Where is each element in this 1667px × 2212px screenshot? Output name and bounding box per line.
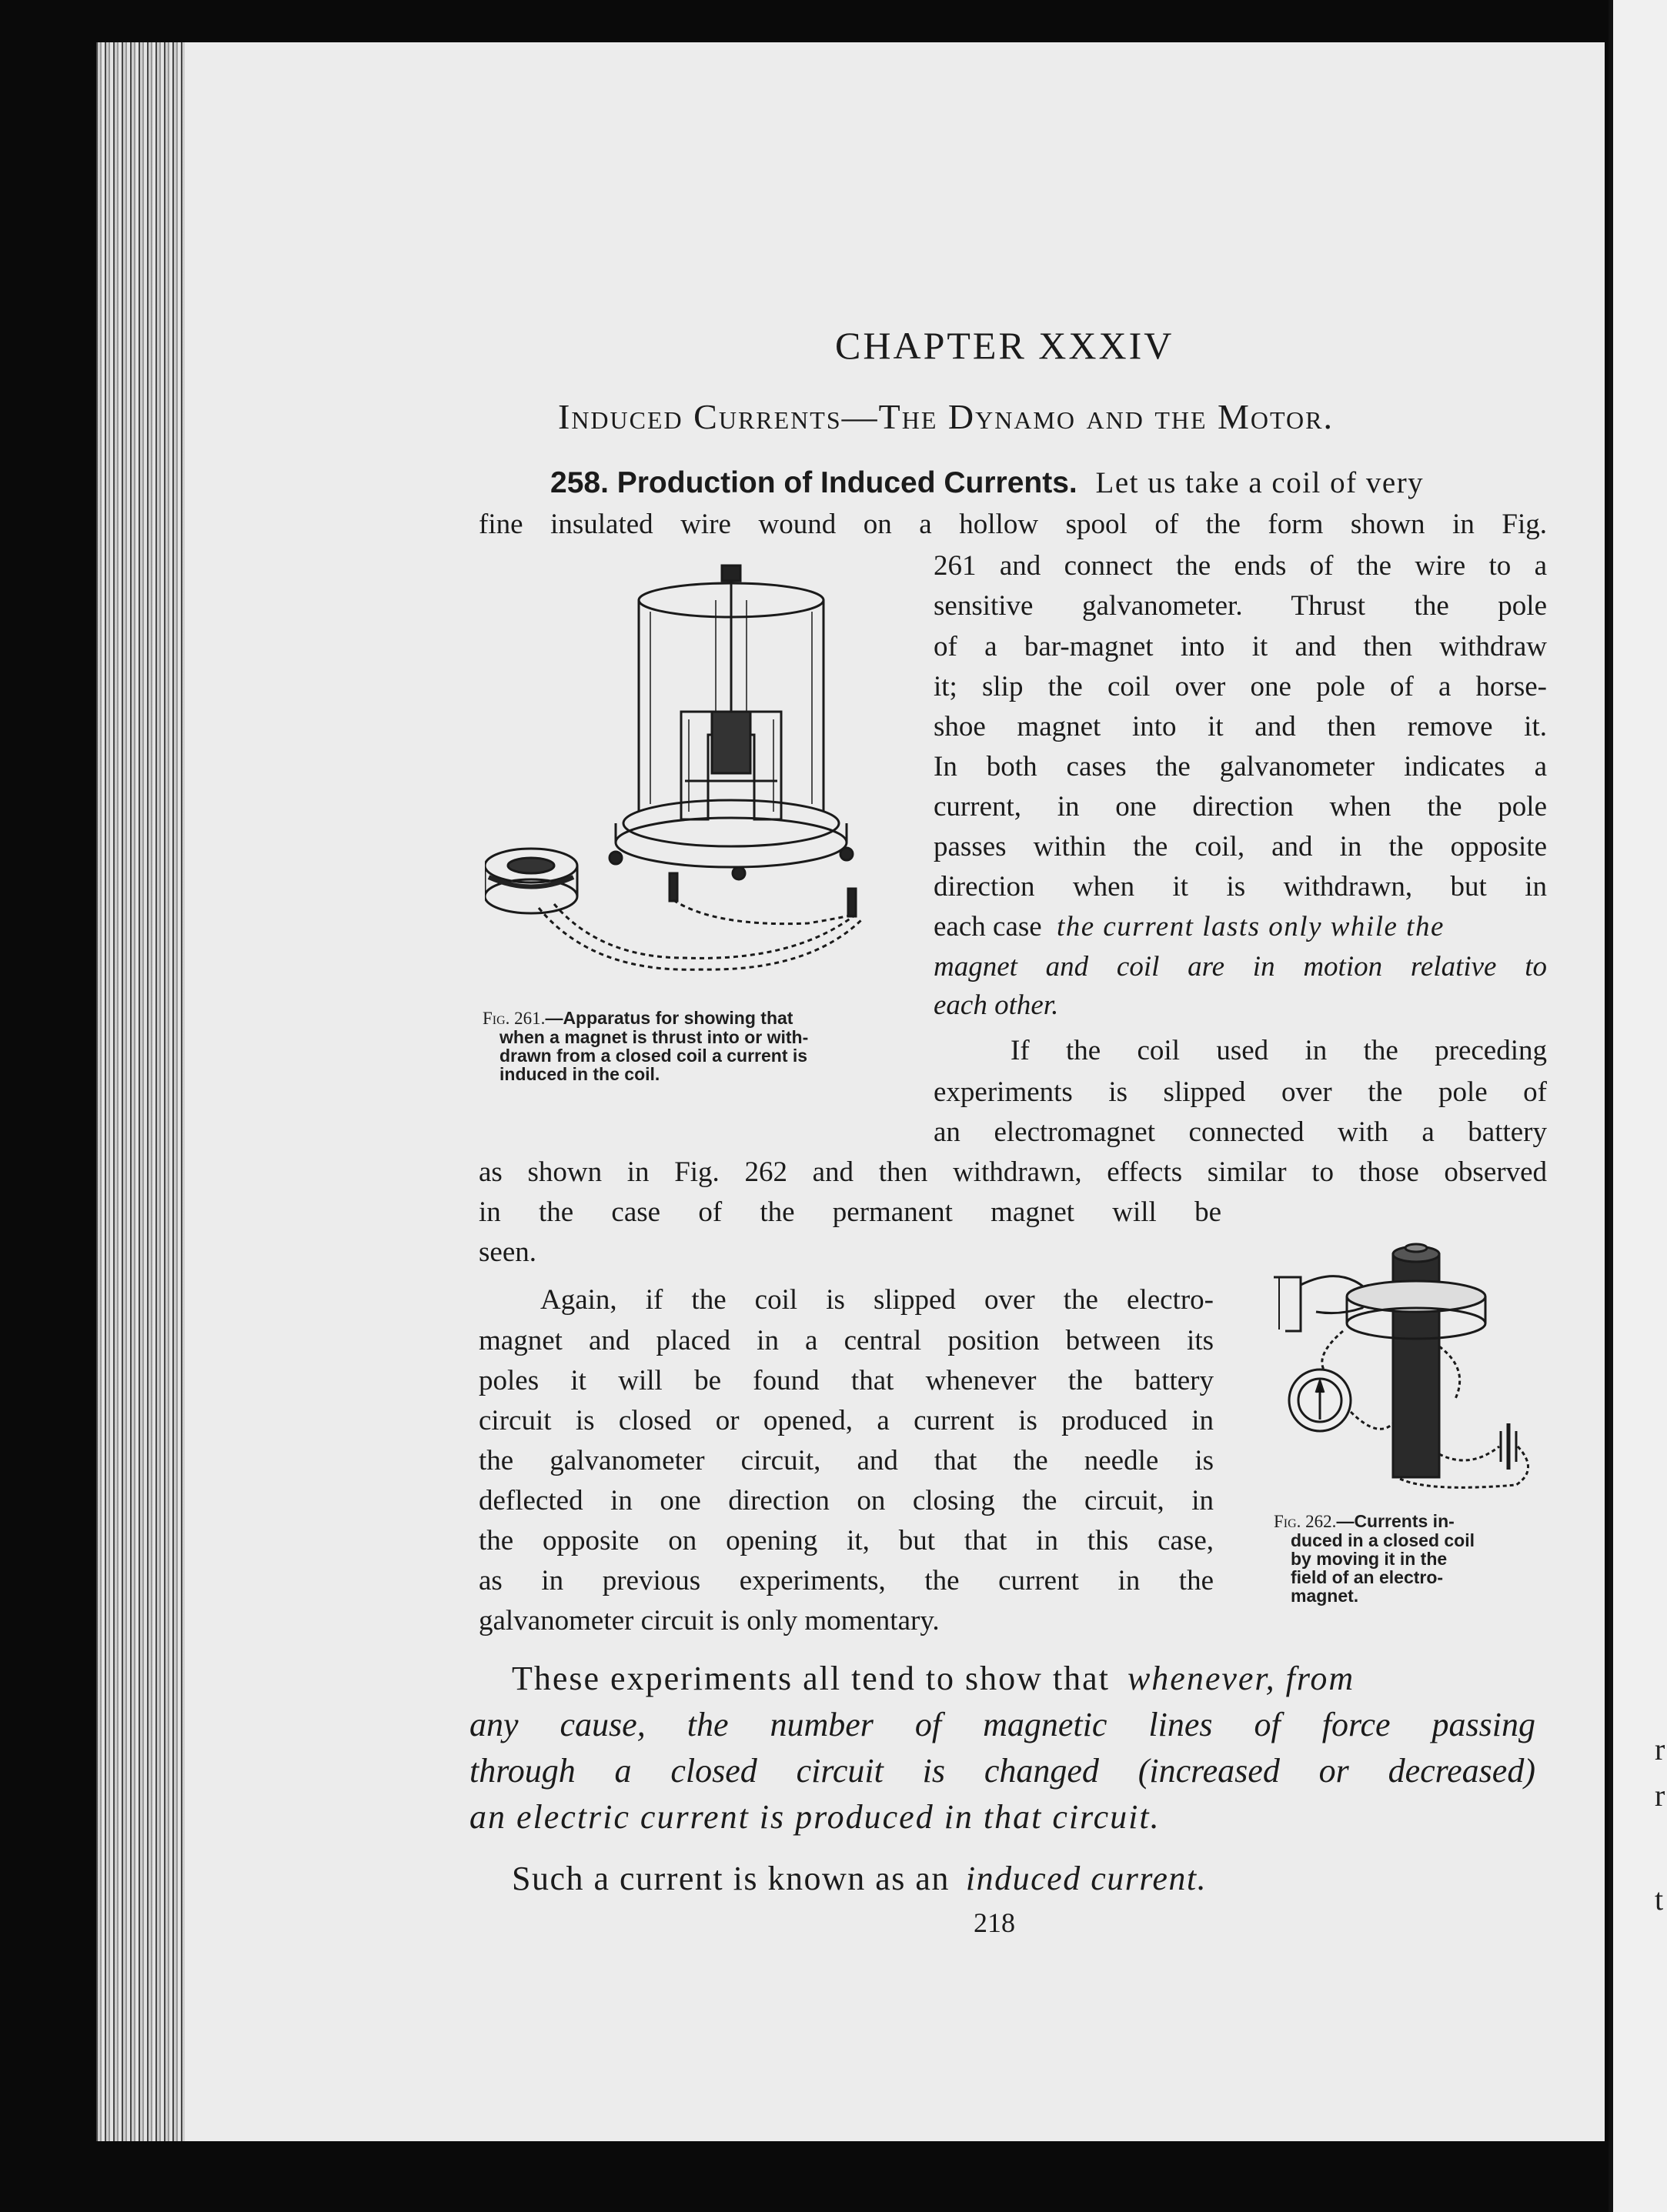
caption-text: drawn from a closed coil a current is <box>499 1046 808 1066</box>
text-line: In both cases the galvanometer indicates a <box>934 751 1547 782</box>
figure-label: Fig. 261. <box>483 1009 546 1028</box>
text-line: galvanometer circuit is only momentary. <box>479 1605 940 1636</box>
figure-262-caption <box>1274 1512 1551 1605</box>
text-line: deflected in one direction on closing the circuit, in <box>479 1485 1214 1516</box>
text-line: Let us take a coil of very <box>1095 466 1425 499</box>
text-line: shoe magnet into it and then remove it. <box>934 711 1547 742</box>
text-line: as in previous experiments, the current in the <box>479 1565 1214 1596</box>
figure-261-caption <box>483 1009 929 1083</box>
text-line <box>512 1662 1355 1696</box>
text-line: current, in one direction when the pole <box>934 791 1547 822</box>
caption-text: —Currents in- <box>1336 1511 1455 1531</box>
chapter-subtitle: Induced Currents—The Dynamo and the Motor. <box>558 397 1334 436</box>
italic-fragment: whenever, from <box>1127 1660 1355 1697</box>
text-line: Again, if the coil is slipped over the electro- <box>540 1284 1214 1316</box>
caption-text: induced in the coil. <box>499 1064 660 1084</box>
text-line: direction when it is withdrawn, but in <box>934 871 1547 902</box>
caption-text: field of an electro- <box>1291 1567 1444 1587</box>
italic-line: any cause, the number of magnetic lines of force passing <box>469 1706 1535 1743</box>
text-fragment: These experiments all tend to show that <box>512 1660 1110 1697</box>
electromagnet-coil-illustration <box>1270 1239 1547 1493</box>
adjacent-page-letter: r <box>1655 1732 1665 1767</box>
text-fragment: Such a current is known as an <box>512 1860 950 1897</box>
text-line: circuit is closed or opened, a current is produced in <box>479 1405 1214 1436</box>
text-line: an electromagnet connected with a battery <box>934 1116 1547 1148</box>
page-gutter <box>96 42 185 2141</box>
text-line <box>512 1862 1207 1896</box>
section-title <box>550 468 1424 498</box>
text-line: of a bar-magnet into it and then withdraw <box>934 631 1547 662</box>
italic-line: through a closed circuit is changed (increased or decreased) <box>469 1752 1535 1790</box>
page-number: 218 <box>974 1907 1015 1938</box>
caption-text: duced in a closed coil <box>1291 1530 1475 1550</box>
text-fragment: each case <box>934 911 1042 943</box>
text-line: sensitive galvanometer. Thrust the pole <box>934 590 1547 622</box>
text-line: passes within the coil, and in the opposite <box>934 831 1547 862</box>
chapter-heading: CHAPTER XXXIV <box>835 324 1174 367</box>
adjacent-page-letter: r <box>1655 1778 1665 1813</box>
text-line: the opposite on opening it, but that in this case, <box>479 1525 1214 1556</box>
caption-text: by moving it in the <box>1291 1549 1448 1569</box>
text-line: as shown in Fig. 262 and then withdrawn, effects similar to those observed <box>479 1156 1547 1188</box>
figure-label: Fig. 262. <box>1274 1512 1337 1531</box>
italic-fragment: the current lasts only while the <box>1056 911 1445 943</box>
text-line: 261 and connect the ends of the wire to a <box>934 550 1547 582</box>
galvanometer-apparatus-illustration <box>485 558 916 989</box>
text-line: the galvanometer circuit, and that the needle is <box>479 1445 1214 1476</box>
italic-line: each other. <box>934 989 1059 1021</box>
caption-text: —Apparatus for showing that <box>545 1008 793 1028</box>
text-line: in the case of the permanent magnet will be <box>479 1196 1221 1228</box>
text-line: magnet and placed in a central position between its <box>479 1325 1214 1356</box>
caption-text: magnet. <box>1291 1586 1359 1606</box>
text-line: seen. <box>479 1236 536 1268</box>
text-line <box>934 912 1445 941</box>
italic-fragment: induced current. <box>965 1860 1208 1897</box>
text-line: poles it will be found that whenever the battery <box>479 1365 1214 1396</box>
text-line: it; slip the coil over one pole of a horse- <box>934 671 1547 702</box>
adjacent-page-edge <box>1609 0 1667 2212</box>
text-line: experiments is slipped over the pole of <box>934 1076 1547 1108</box>
italic-line: magnet and coil are in motion relative to <box>934 951 1547 983</box>
adjacent-page-letter: t <box>1655 1882 1664 1917</box>
text-line: fine insulated wire wound on a hollow spool of the form shown in Fig. <box>479 509 1547 540</box>
section-heading: 258. Production of Induced Currents. <box>550 466 1077 499</box>
text-line: If the coil used in the preceding <box>1011 1035 1547 1066</box>
caption-text: when a magnet is thrust into or with- <box>499 1027 809 1047</box>
italic-line: an electric current is produced in that circuit. <box>469 1798 1161 1836</box>
